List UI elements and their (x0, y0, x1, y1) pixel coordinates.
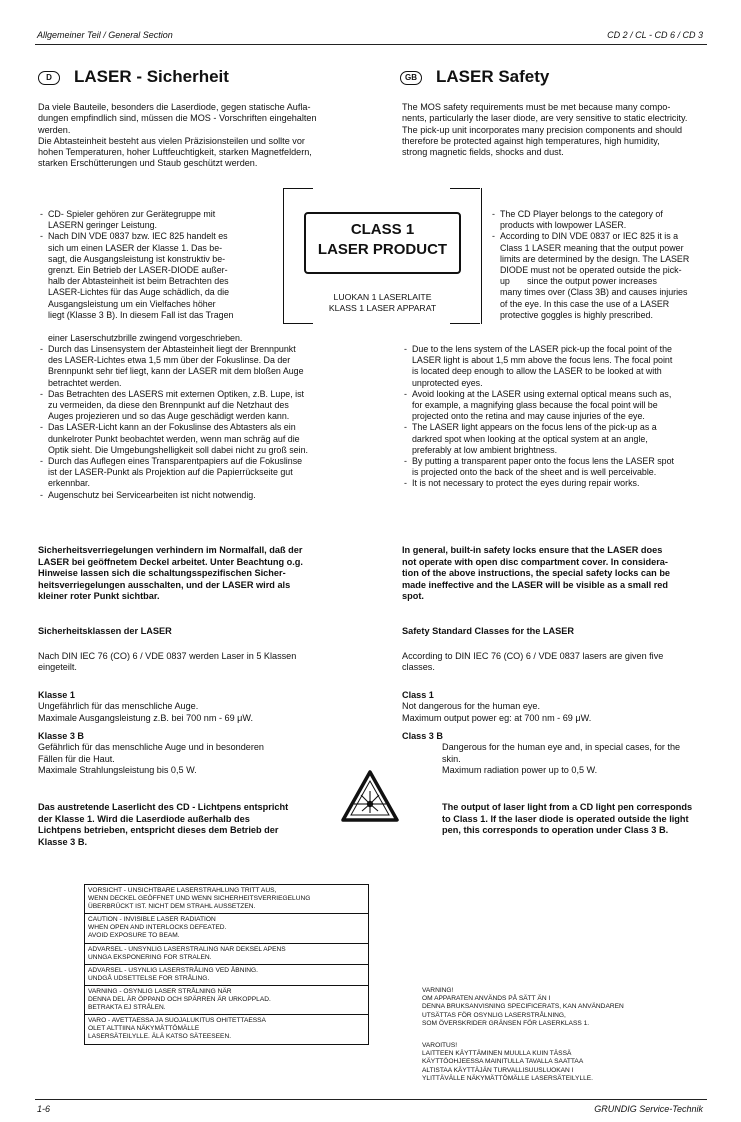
text-line: Not dangerous for the human eye. (402, 701, 541, 712)
de-bullet (38, 490, 378, 501)
text-line: dunkelroter Punkt beobachtet werden, wenn man schräg auf die (48, 433, 300, 444)
frame-corner (450, 188, 480, 189)
text-line: Optik sieht. Die Umgebungshelligkeit soll dabei nicht zu groß sein. (48, 444, 308, 455)
text-line: Maximale Strahlungsleistung bis 0,5 W. (38, 764, 197, 775)
text-line: Maximum radiation power up to 0,5 W. (442, 764, 598, 775)
text-line: DENNA DEL ÄR ÖPPAND OCH SPÄRREN ÄR URKOPPLAD. (88, 996, 271, 1004)
warning-labels-box (84, 884, 369, 1045)
de-final-bold (38, 802, 338, 848)
gb-intro-line: The pick-up unit incorporates many precision components and should (402, 124, 683, 135)
text-line: Brennpunkt sehr tief liegt, kann der LASER mit dem bloßen Auge (48, 366, 304, 377)
text-line: sagt, die Ausgangsleistung ist konstruktiv be- (48, 253, 226, 264)
text-line: sich um einen LASER der Klasse 1. Das be- (48, 242, 223, 253)
text-line: skin. (442, 753, 461, 764)
text-line: preferably at low ambient brightness. (412, 444, 558, 455)
frame-corner (283, 188, 313, 189)
gb-bold-note (402, 545, 720, 603)
warning-english (85, 914, 368, 943)
warning-danish (85, 965, 368, 986)
text-line: VAROITUS! (422, 1042, 458, 1049)
gb-bullets-narrow (490, 209, 714, 321)
text-line: YLITTÄVÄLLE NÄKYMÄTTÖMÄLLE LASERSÄTEILYLLE. (422, 1074, 594, 1082)
gb-bullet (402, 422, 720, 456)
de-classes-text (38, 651, 383, 674)
gb-intro-line: The MOS safety requirements must be met because many compo- (402, 102, 671, 112)
de-bullets-wide (38, 344, 378, 501)
class1-laser-label (304, 212, 461, 274)
de-heading (38, 67, 229, 87)
text-line: - Das Betrachten des LASERS mit externen Optiken, z.B. Lupe, ist (48, 388, 305, 399)
gb-final-bold (442, 802, 732, 837)
de-intro-line: Da viele Bauteile, besonders die Laserdiode, gegen statische Aufla- (38, 102, 311, 112)
label-finnish: LUOKAN 1 LASERLAITE (333, 292, 432, 302)
text-line: tion of the above instructions, the special safety locks can be (402, 568, 671, 579)
text-line: Fällen für die Haut. (38, 753, 115, 764)
text-line: ist der LASER-Punkt als Projektion auf die Papierrückseite gut (48, 467, 293, 478)
text-line: CAUTION - INVISIBLE LASER RADIATION (88, 916, 216, 924)
text-line: LASERN geringer Leistung. (48, 220, 158, 231)
text-line: pen, this corresponds to operation under Class 3 B. (442, 825, 669, 836)
footer-rule (35, 1099, 707, 1100)
text-line: betrachtet werden. (48, 377, 122, 388)
de-bullet (38, 456, 378, 490)
de-bullet (38, 344, 378, 389)
label-swedish: KLASS 1 LASER APPARAT (328, 303, 437, 313)
text-line: DENNA BRUKSANVISNING SPECIFICERATS, KAN ANVÄNDAREN (422, 1003, 624, 1011)
gb-class3b (402, 731, 722, 776)
text-line: - The LASER light appears on the focus lens of the pick-up as a (412, 422, 657, 433)
text-line: - Avoid looking at the LASER using external optical means such as, (412, 388, 672, 399)
de-class1-title: Klasse 1 (38, 690, 75, 700)
text-line: VORSICHT - UNSICHTBARE LASERSTRAHLUNG TRITT AUS, (88, 887, 277, 894)
text-line: - It is not necessary to protect the eyes during repair works. (412, 478, 640, 489)
de-intro-line: werden. (38, 124, 71, 135)
text-line: many times over (Class 3B) and causes injuries (500, 287, 688, 298)
de-intro-line: starken Erschütterungen und Staub geschützt werden. (38, 158, 258, 169)
frame-corner (450, 323, 480, 324)
de-bold-note (38, 545, 383, 603)
text-line: SOM ÖVERSKRIDER GRÄNSEN FÖR LASERKLASS 1. (422, 1019, 590, 1027)
gb-classes-title: Safety Standard Classes for the LASER (402, 626, 575, 636)
text-line: LASER bei geöffnetem Deckel arbeitet. Unter Beachtung o.g. (38, 556, 303, 567)
text-line: UNDGÅ UDSETTELSE FOR STRÅLING. (88, 974, 210, 982)
text-line: VARO - AVETTAESSA JA SUOJALUKITUS OHITETTAESSA (88, 1017, 266, 1025)
gb-bullet (402, 478, 720, 489)
text-line: erkennbar. (48, 478, 90, 489)
text-line: eingeteilt. (38, 662, 77, 673)
text-line: zu vermeiden, da diese den Brennpunkt auf die Netzhaut des (48, 400, 289, 411)
de-intro (38, 102, 378, 170)
gb-class3b-title: Class 3 B (402, 731, 443, 741)
text-line: ADVARSEL - UNSYNLIG LASERSTRALING NAR DEKSEL APENS (88, 945, 286, 953)
text-line: Dangerous for the human eye and, in special cases, for the (442, 742, 681, 753)
footer-brand: GRUNDIG Service-Technik (594, 1104, 703, 1114)
text-line: kleiner roter Punkt sichtbar. (38, 591, 160, 602)
de-bullet (38, 231, 278, 321)
text-line: classes. (402, 662, 435, 673)
warning-swedish (85, 986, 368, 1015)
gb-bullets-wide (402, 344, 720, 490)
text-line: darkred spot when looking at the optical system at an angle, (412, 433, 648, 444)
warning-norwegian (85, 944, 368, 965)
text-line: made ineffective and the LASER will be visible as a small red (402, 579, 669, 590)
de-intro-line: hohen Temperaturen, hoher Luftfeuchtigkeit, starken Magnetfeldern, (38, 147, 312, 158)
warning-german (85, 885, 368, 914)
text-line: OLET ALTTIINA NÄKYMÄTTÖMÄLLE (88, 1025, 200, 1033)
text-line: heitsverriegelungen ausschalten, und der LASER wird als (38, 579, 291, 590)
gb-intro-line: nents, particularly the laser diode, are very sensitive to static electricity. (402, 113, 688, 124)
text-line: Ausgangsleistung um ein Vielfaches höher (48, 298, 216, 309)
de-class3b (38, 731, 383, 776)
text-line: UTSÄTTAS FÖR OSYNLIG LASERSTRÅLNING, (422, 1011, 566, 1019)
gb-title: LASER Safety (436, 67, 550, 86)
header-rule (35, 44, 707, 45)
gb-bullet (490, 231, 714, 321)
text-line: der Klasse 1. Wird die Laserdiode außerhalb des (38, 813, 250, 824)
text-line: Ungefährlich für das menschliche Auge. (38, 701, 199, 712)
text-line: Class 1 LASER meaning that the output power (500, 242, 684, 253)
text-line: AVOID EXPOSURE TO BEAM. (88, 932, 180, 940)
de-bullet (38, 209, 278, 231)
text-line: is located deep enough to allow the LASER to be looked at with (412, 366, 662, 377)
gb-intro (402, 102, 712, 158)
text-line: LASER light is about 1,5 mm above the focus lens. The focal point (412, 355, 673, 366)
text-line: - Augenschutz bei Servicearbeiten ist nicht notwendig. (48, 489, 256, 500)
gb-classes-text (402, 651, 720, 674)
text-line: protective goggles is highly prescribed. (500, 309, 653, 320)
gb-bullet (402, 389, 720, 423)
text-line: halb der Abtasteinheit ist beim Betrachten des (48, 276, 229, 287)
text-line: of the eye. In this case the use of a LASER (500, 298, 670, 309)
text-line: Klasse 3 B. (38, 836, 88, 847)
gb-intro-line: strong magnetic fields, shocks and dust. (402, 147, 564, 158)
de-title: LASER - Sicherheit (74, 67, 229, 86)
text-line: - By putting a transparent paper onto the focus lens the LASER spot (412, 456, 674, 467)
text-line: In general, built-in safety locks ensure that the LASER does (402, 545, 663, 555)
laser-warning-icon (341, 770, 399, 822)
text-line: - Durch das Auflegen eines Transparentpapiers auf die Fokuslinse (48, 456, 303, 467)
text-line: - Nach DIN VDE 0837 bzw. IEC 825 handelt es (48, 231, 228, 242)
text-line: up since the output power increases (500, 276, 657, 287)
de-class3b-title: Klasse 3 B (38, 731, 85, 741)
text-line: - Durch das Linsensystem der Abtasteinheit liegt der Brennpunkt (48, 344, 296, 354)
page-number: 1-6 (37, 1104, 51, 1114)
varning-notice (422, 987, 722, 1028)
gb-language-badge: GB (400, 71, 422, 85)
text-line: Nach DIN IEC 76 (CO) 6 / VDE 0837 werden Laser in 5 Klassen (38, 651, 297, 661)
de-bullets-narrow (38, 209, 278, 321)
label-translations (290, 292, 475, 314)
gb-bullet (402, 344, 720, 389)
text-line: des LASER-Lichtes etwa 1,5 mm über der Fokuslinse. Da der (48, 355, 291, 366)
warning-finnish (85, 1015, 368, 1043)
text-line: Maximale Ausgangsleistung z.B. bei 700 nm - 69 μW. (38, 712, 254, 723)
de-classes-title: Sicherheitsklassen der LASER (38, 626, 172, 636)
text-line: liegt (Klasse 3 B). In diesem Fall ist das Tragen (48, 309, 234, 320)
gb-bullet (490, 209, 714, 231)
text-line: BETRAKTA EJ STRÅLEN. (88, 1004, 166, 1012)
gb-bullet (402, 456, 720, 478)
text-line: is projected onto the back of the sheet and is well perceivable. (412, 467, 657, 478)
text-line: projected onto the retina and may cause injuries of the eye. (412, 411, 645, 422)
text-line: not operate with open disc compartment cover. In considera- (402, 556, 668, 567)
text-line: - Due to the lens system of the LASER pick-up the focal point of the (412, 344, 672, 354)
de-intro-line: Die Abtasteinheit besteht aus vielen Präzisionsteilen und sollte vor (38, 135, 305, 146)
text-line: products with lowpower LASER. (500, 220, 627, 231)
text-line: Sicherheitsverriegelungen verhindern im Normalfall, daß der (38, 545, 303, 555)
text-line: VARNING - OSYNLIG LASER STRÅLNING NÄR (88, 987, 232, 995)
text-line: DIODE must not be operated outside the pick- (500, 265, 682, 276)
text-line: Gefährlich für das menschliche Auge und in besonderen (38, 742, 264, 753)
de-class1 (38, 690, 383, 724)
de-bullet (38, 389, 378, 423)
text-line: Maximum output power eg: at 700 nm - 69 μW. (402, 712, 592, 723)
de-bullet2-continuation: einer Laserschutzbrille zwingend vorgeschrieben. (48, 333, 243, 343)
text-line: According to DIN IEC 76 (CO) 6 / VDE 0837 lasers are given five (402, 651, 664, 661)
text-line: to Class 1. If the laser diode is operated outside the light (442, 813, 689, 824)
text-line: WHEN OPEN AND INTERLOCKS DEFEATED. (88, 924, 227, 932)
text-line: limits are determined by the design. The LASER (500, 253, 690, 264)
text-line: UNNGA EKSPONERING FOR STRALEN. (88, 953, 212, 961)
label-laser-product: LASER PRODUCT (317, 241, 448, 258)
text-line: - The CD Player belongs to the category of (500, 209, 663, 219)
text-line: ADVARSEL - USYNLIG LASERSTRÅLING VED ÅBNING. (88, 966, 259, 974)
text-line: - CD- Spieler gehören zur Gerätegruppe mit (48, 209, 216, 219)
text-line: unprotected eyes. (412, 377, 483, 388)
text-line: - Das LASER-Licht kann an der Fokuslinse des Abtasters als ein (48, 422, 296, 433)
text-line: for example, a magnifying glass because the focal point will be (412, 400, 658, 411)
text-line: spot. (402, 591, 424, 602)
header-right: CD 2 / CL - CD 6 / CD 3 (607, 30, 703, 40)
header-left: Allgemeiner Teil / General Section (37, 30, 173, 40)
text-line: ALTISTAA KÄYTTÄJÄN TURVALLISUUSLUOKAN I (422, 1066, 574, 1074)
label-class1: CLASS 1 (350, 221, 415, 238)
text-line: ÜBERBRÜCKT IST. NICHT DEM STRAHL AUSSETZEN. (88, 903, 256, 911)
text-line: - According to DIN VDE 0837 or IEC 825 it is a (500, 231, 679, 242)
text-line: WENN DECKEL GEÖFFNET UND WENN SICHERHEITSVERRIEGELUNG (88, 895, 311, 903)
text-line: LAITTEEN KÄYTTÄMINEN MUULLA KUIN TÄSSÄ (422, 1050, 572, 1058)
text-line: Auges projezieren und so das Auge geschädigt werden kann. (48, 411, 290, 422)
text-line: Lichtpens betrieben, entspricht dieses dem Betrieb der (38, 825, 279, 836)
gb-heading (400, 67, 549, 87)
varoitus-notice (422, 1042, 722, 1083)
gb-class1 (402, 690, 720, 724)
de-intro-line: dungen empfindlich sind, müssen die MOS - Vorschriften eingehalten (38, 113, 317, 124)
text-line: LASER-Lichtes für das Auge schädlich, da die (48, 287, 230, 298)
gb-class1-title: Class 1 (402, 690, 434, 700)
text-line: VARNING! (422, 987, 454, 994)
text-line: OM APPARATEN ANVÄNDS PÅ SÄTT ÄN I (422, 995, 551, 1003)
de-language-badge: D (38, 71, 60, 85)
text-line: Hinweise lassen sich die schaltungsspezifischen Sicher- (38, 568, 286, 579)
gb-intro-line: therefore be protected against high temperatures, high humidity, (402, 135, 660, 146)
text-line: The output of laser light from a CD light pen corresponds (442, 802, 693, 812)
text-line: KÄYTTÖOHJEESSA MAINITULLA TAVALLA SAATTAA (422, 1058, 584, 1066)
text-line: LASERSÄTEILYLLE. ÄLÄ KATSO SÄTEESEEN. (88, 1033, 232, 1041)
de-bullet (38, 422, 378, 456)
text-line: grenzt. Ein Betrieb der LASER-DIODE außer- (48, 265, 228, 276)
frame-corner (283, 323, 313, 324)
text-line: Das austretende Laserlicht des CD - Lichtpens entspricht (38, 802, 289, 812)
